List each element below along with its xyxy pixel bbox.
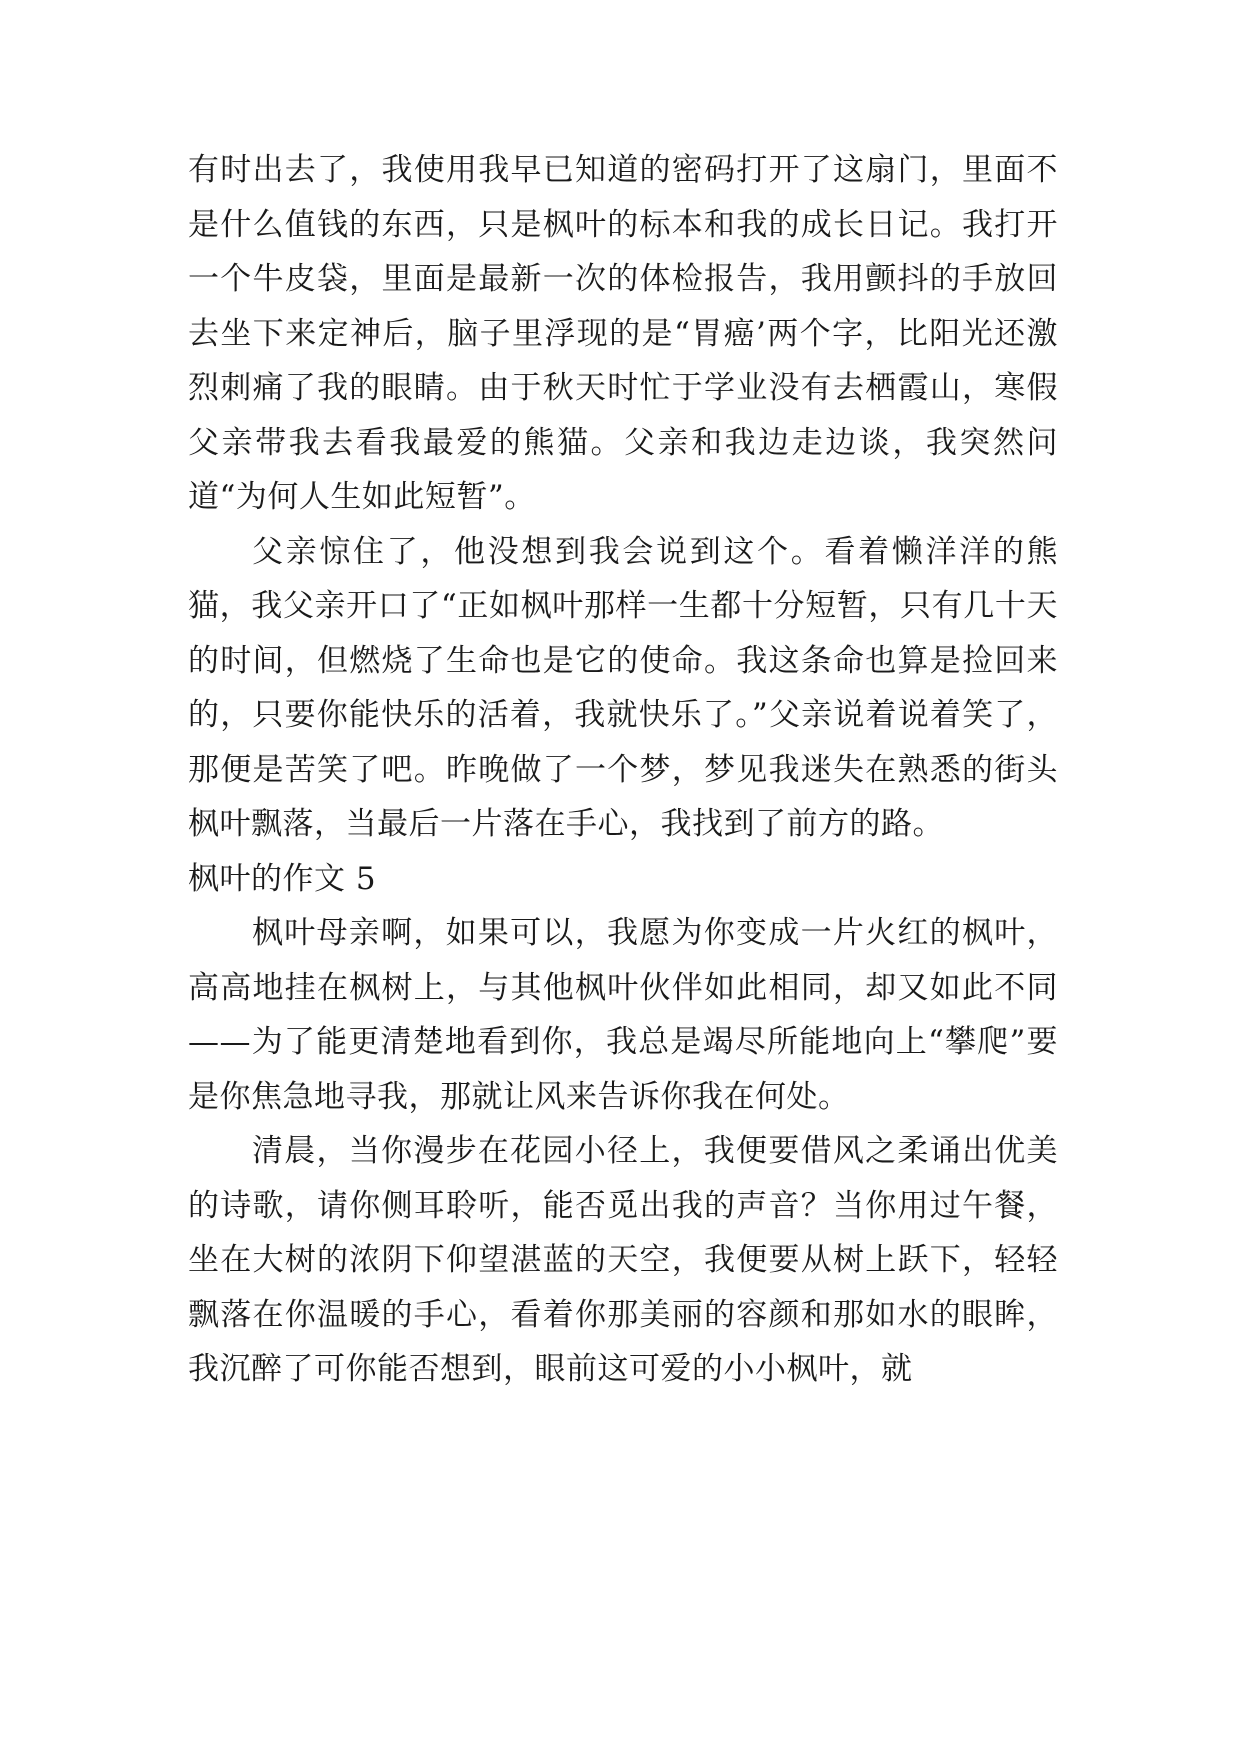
paragraph-3: 枫叶母亲啊，如果可以，我愿为你变成一片火红的枫叶，高高地挂在枫树上，与其他枫叶伙伴如此相同，却又如此不同——为了能更清楚地看到你，我总是竭尽所能地向上“攀爬”要是你焦急地寻我，那就让风来告诉你我在何处。 <box>188 915 1058 1115</box>
paragraph-2: 父亲惊住了，他没想到我会说到这个。看着懒洋洋的熊猫，我父亲开口了“正如枫叶那样一生都十分短暂，只有几十天的时间，但燃烧了生命也是它的使命。我这条命也算是捡回来的，只要你能快乐的活着，我就快乐了。”父亲说着说着笑了，那便是苦笑了吧。昨晚做了一个梦，梦见我迷失在熟悉的街头枫叶飘落，当最后一片落在手心，我找到了前方的路。 <box>188 533 1058 842</box>
paragraph-1: 有时出去了，我使用我早已知道的密码打开了这扇门，里面不是什么值钱的东西，只是枫叶的标本和我的成长日记。我打开一个牛皮袋，里面是最新一次的体检报告，我用颤抖的手放回去坐下来定神后，脑子里浮现的是“胃癌’两个字，比阳光还激烈刺痛了我的眼睛。由于秋天时忙于学业没有去栖霞山，寒假父亲带我去看我最爱的熊猫。父亲和我边走边谈，我突然问道“为何人生如此短暂”。 <box>188 152 1058 515</box>
document-body <box>188 143 1058 1397</box>
paragraph-4: 清晨，当你漫步在花园小径上，我便要借风之柔诵出优美的诗歌，请你侧耳聆听，能否觅出我的声音？当你用过午餐，坐在大树的浓阴下仰望湛蓝的天空，我便要从树上跃下，轻轻飘落在你温暖的手心，看着你那美丽的容颜和那如水的眼眸，我沉醉了可你能否想到，眼前这可爱的小小枫叶，就 <box>188 1133 1058 1387</box>
section-heading: 枫叶的作文 5 <box>188 860 377 897</box>
